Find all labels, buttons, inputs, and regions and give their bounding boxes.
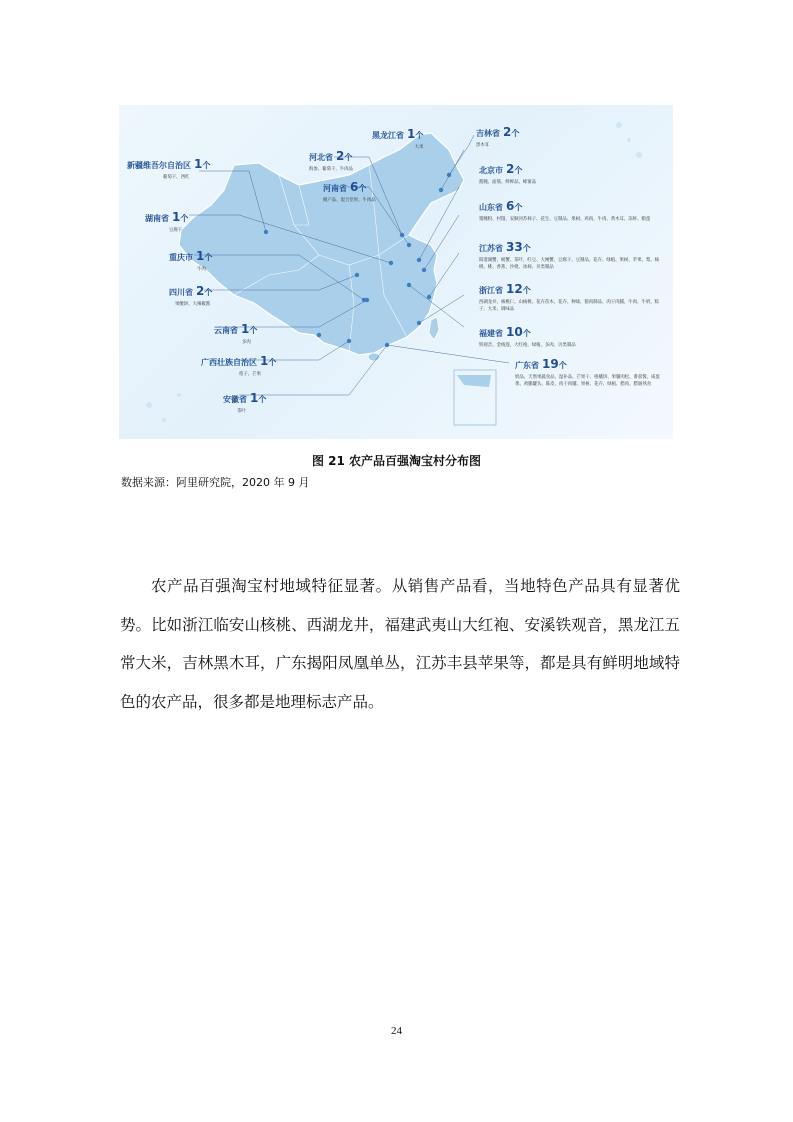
region-label-beijing: 北京市 2个 酱腌、面筋、鲜鲜品、蜂蜜品: [479, 162, 537, 185]
region-label-heilongjiang: 黑龙江省 1个 大米: [372, 127, 424, 150]
region-label-hebei: 河北省 2个 海参、葡萄干、牛肉品: [309, 149, 353, 172]
taobao-village-map-figure: [119, 105, 673, 439]
region-label-xinjiang: 新疆维吾尔自治区 1个 葡萄干、西红: [127, 157, 211, 180]
figure-caption: 图 21 农产品百强淘宝村分布图: [311, 454, 482, 468]
region-label-anhui: 安徽省 1个 茶叶: [223, 391, 267, 414]
page-number: 24: [391, 1025, 402, 1037]
region-label-henan: 河南省 6个 鳗产品、混合坚果、牛肉品: [323, 180, 376, 203]
region-label-hunan: 湖南省 1个 豆腐干: [145, 210, 189, 233]
region-label-jilin: 吉林省 2个 黑木耳: [476, 125, 520, 148]
region-label-zhejiang: 浙江省 12个 西湖龙井、核桃仁、山核桃、花卉苗木、花卉、种球、猪肉制品、肉干肉脯、牛肉、牛奶、粽子、大米、调味品: [479, 282, 660, 313]
region-label-jiangsu: 江苏省 33个 阳澄湖蟹、螃蟹、茶叶、红豆、大闸蟹、豆腐干、豆制品、花卉、绿植、果树、苹果、梨、核桃、桃、香蕉、沙枇、冰柿、贝类制品: [479, 240, 660, 271]
region-label-guangxi: 广西壮族自治区 1个 桔子、芒果: [201, 354, 277, 377]
region-label-guangdong: 广东省 19个 奶品、天然果蔬食品、湿补品、芒果干、柑橘饼、果脯肉松、番茄酱、咸蛋黄、鸡腿罐头、陈皮、肉干肉脯、果树、花卉、绿植、腊肉、腊肠熟食: [515, 357, 660, 388]
taiwan-shape: [429, 317, 439, 340]
region-label-fujian: 福建省 10个 铁观音、金线莲、大红袍、绿植、多肉、贝类制品: [479, 325, 576, 348]
data-source-note: 数据来源：阿里研究院，2020 年 9 月: [121, 476, 310, 489]
region-label-sichuan: 四川省 2个 果酸饼、大辣椒酱: [169, 284, 213, 307]
region-label-shandong: 山东省 6个 猪腌粉、村馒、安顺河苏柿子、花生、豆制品、果树、鸡肉、牛肉、黄木耳、冻虾、粮蛋: [479, 199, 651, 222]
region-label-yunnan: 云南省 1个 多肉: [214, 322, 258, 345]
region-label-chongqing: 重庆市 1个 牛肉: [169, 249, 213, 272]
hainan-shape: [368, 353, 380, 361]
body-paragraph: 农产品百强淘宝村地域特征显著。从销售产品看，当地特色产品具有显著优势。比如浙江临安山核桃、西湖龙井，福建武夷山大红袍、安溪铁观音，黑龙江五常大米，吉林黑木耳，广东揭阳凤凰单丛，江苏丰县苹果等，都是具有鲜明地域特色的农产品，很多都是地理标志产品。: [120, 577, 680, 711]
